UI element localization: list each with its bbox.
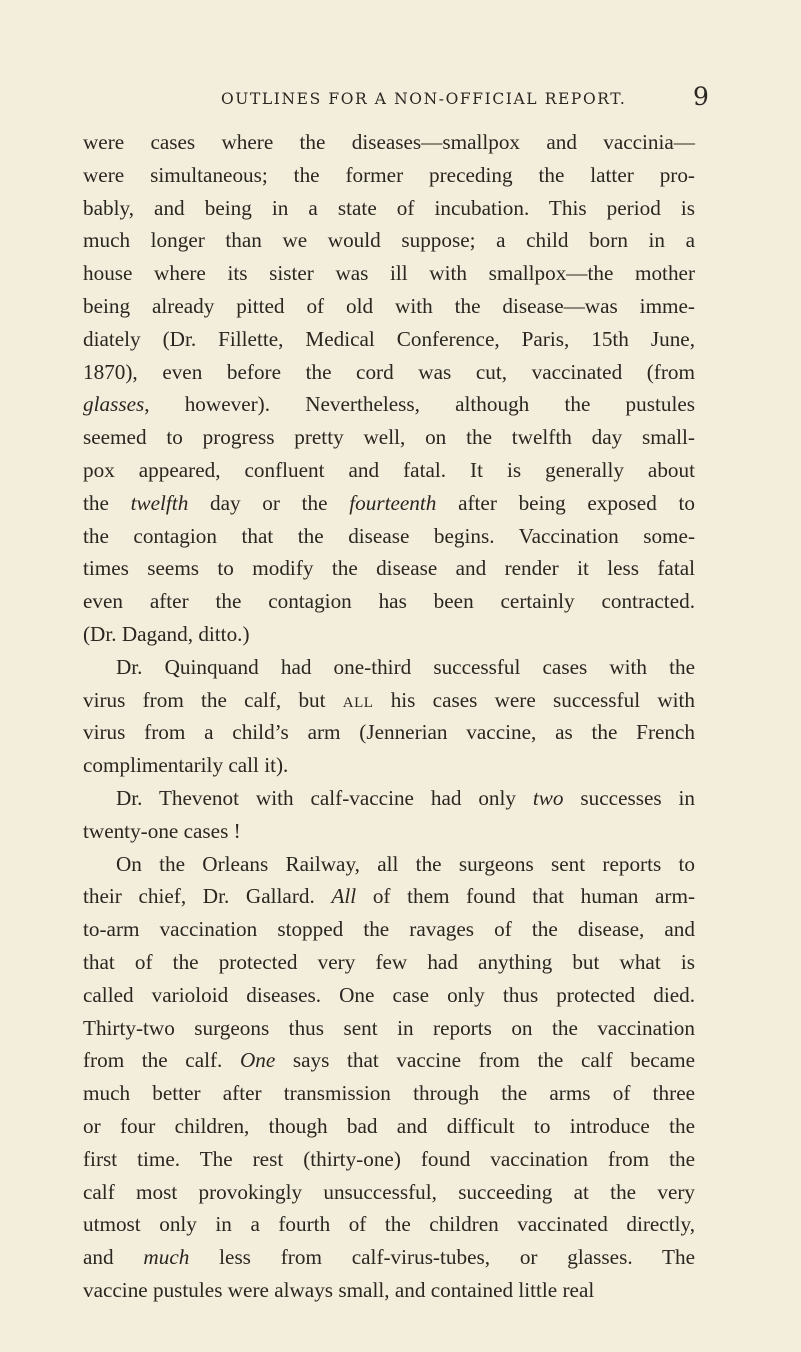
text-segment: called varioloid diseases. One case only thus protected died. (83, 982, 695, 1007)
text-line (83, 454, 695, 487)
text-segment: successes in (563, 785, 695, 810)
text-segment: All (331, 884, 357, 909)
text-segment: diately (Dr. Fillette, Medical Conference, Paris, 15th June, (83, 326, 695, 351)
text-segment: their chief, Dr. Gallard. (83, 884, 332, 909)
text-line (83, 1241, 695, 1274)
text-line (83, 979, 695, 1012)
text-segment: seemed to progress pretty well, on the twelfth day small- (83, 425, 695, 450)
text-segment: were simultaneous; the former preceding the latter pro- (83, 162, 695, 187)
text-segment: glasses (83, 392, 145, 417)
text-segment: being already pitted of old with the disease—was imme- (83, 293, 695, 318)
text-line (83, 421, 695, 454)
text-segment: complimentarily call it). (83, 753, 289, 778)
text-segment: day or the (188, 490, 350, 515)
text-line (83, 815, 695, 848)
text-segment: vaccine pustules were always small, and contained little real (83, 1277, 595, 1302)
text-segment: much longer than we would suppose; a child born in a (83, 228, 695, 253)
text-line (83, 552, 695, 585)
text-segment: virus from the calf, but (83, 687, 343, 712)
text-segment: all (342, 687, 374, 712)
text-segment: On the Orleans Railway, all the surgeons sent reports to (116, 851, 695, 876)
text-line (83, 782, 695, 815)
text-segment: first time. The rest (thirty-one) found vaccination from the (83, 1146, 695, 1171)
text-segment: One (239, 1048, 276, 1073)
text-line (83, 224, 695, 257)
text-segment: , however). Nevertheless, although the pustules (144, 392, 695, 417)
running-head-title: OUTLINES FOR A NON-OFFICIAL REPORT. (221, 90, 627, 108)
text-line (83, 1143, 695, 1176)
text-line (83, 749, 695, 782)
text-segment: times seems to modify the disease and render it less fatal (83, 556, 695, 581)
text-line (83, 126, 695, 159)
text-line (83, 585, 695, 618)
text-line (83, 1077, 695, 1110)
body-text (83, 126, 695, 1307)
text-segment: less from calf-virus-tubes, or glasses. The (189, 1245, 695, 1270)
text-line (83, 618, 695, 651)
text-segment: even after the contagion has been certainly contracted. (83, 589, 695, 614)
text-segment: 1870), even before the cord was cut, vaccinated (from (83, 359, 695, 384)
text-segment: utmost only in a fourth of the children vaccinated directly, (83, 1212, 695, 1237)
text-segment: twelfth (130, 490, 189, 515)
text-line (83, 257, 695, 290)
text-segment: twenty-one cases ! (83, 818, 241, 843)
text-segment: fourteenth (349, 490, 437, 515)
text-line (83, 1044, 695, 1077)
text-line (83, 684, 695, 717)
text-segment: says that vaccine from the calf became (275, 1048, 695, 1073)
running-head (0, 82, 801, 112)
text-line (83, 716, 695, 749)
text-line (83, 1208, 695, 1241)
text-segment: his cases were successful with (373, 687, 695, 712)
text-line (83, 1110, 695, 1143)
text-line (83, 913, 695, 946)
text-line (83, 487, 695, 520)
text-segment: much (143, 1245, 190, 1270)
text-segment: and (83, 1245, 144, 1270)
text-segment: of them found that human arm- (356, 884, 695, 909)
text-segment: the contagion that the disease begins. Vaccination some- (83, 523, 695, 548)
text-line (83, 192, 695, 225)
text-line (83, 1176, 695, 1209)
text-segment: much better after transmission through the arms of three (83, 1081, 695, 1106)
text-line (83, 1274, 695, 1307)
text-segment: calf most provokingly unsuccessful, succeeding at the very (83, 1179, 695, 1204)
text-line (83, 323, 695, 356)
text-segment: were cases where the diseases—smallpox and vaccinia— (83, 130, 695, 154)
text-segment: virus from a child’s arm (Jennerian vaccine, as the French (83, 720, 695, 745)
text-line (83, 356, 695, 389)
text-segment: after being exposed to (436, 490, 695, 515)
text-line (83, 1012, 695, 1045)
text-line (83, 159, 695, 192)
text-segment: Dr. Quinquand had one-third successful cases with the (116, 654, 695, 679)
text-line (83, 880, 695, 913)
text-segment: two (532, 785, 564, 810)
text-line (83, 848, 695, 881)
text-segment: the (83, 490, 131, 515)
text-line (83, 290, 695, 323)
text-segment: (Dr. Dagand, ditto.) (83, 621, 250, 646)
text-segment: bably, and being in a state of incubation. This period is (83, 195, 695, 220)
text-segment: that of the protected very few had anything but what is (83, 949, 695, 974)
page-number: 9 (693, 82, 709, 111)
text-line (83, 651, 695, 684)
text-line (83, 946, 695, 979)
text-segment: pox appeared, confluent and fatal. It is generally about (83, 457, 695, 482)
text-segment: to-arm vaccination stopped the ravages of the disease, and (83, 917, 695, 942)
text-line (83, 520, 695, 553)
text-line (83, 388, 695, 421)
text-segment: from the calf. (83, 1048, 240, 1073)
text-segment: or four children, though bad and difficult to introduce the (83, 1113, 695, 1138)
text-segment: house where its sister was ill with smallpox—the mother (83, 261, 695, 286)
text-segment: Thirty-two surgeons thus sent in reports on the vaccination (83, 1015, 695, 1040)
text-segment: Dr. Thevenot with calf-vaccine had only (116, 785, 533, 810)
